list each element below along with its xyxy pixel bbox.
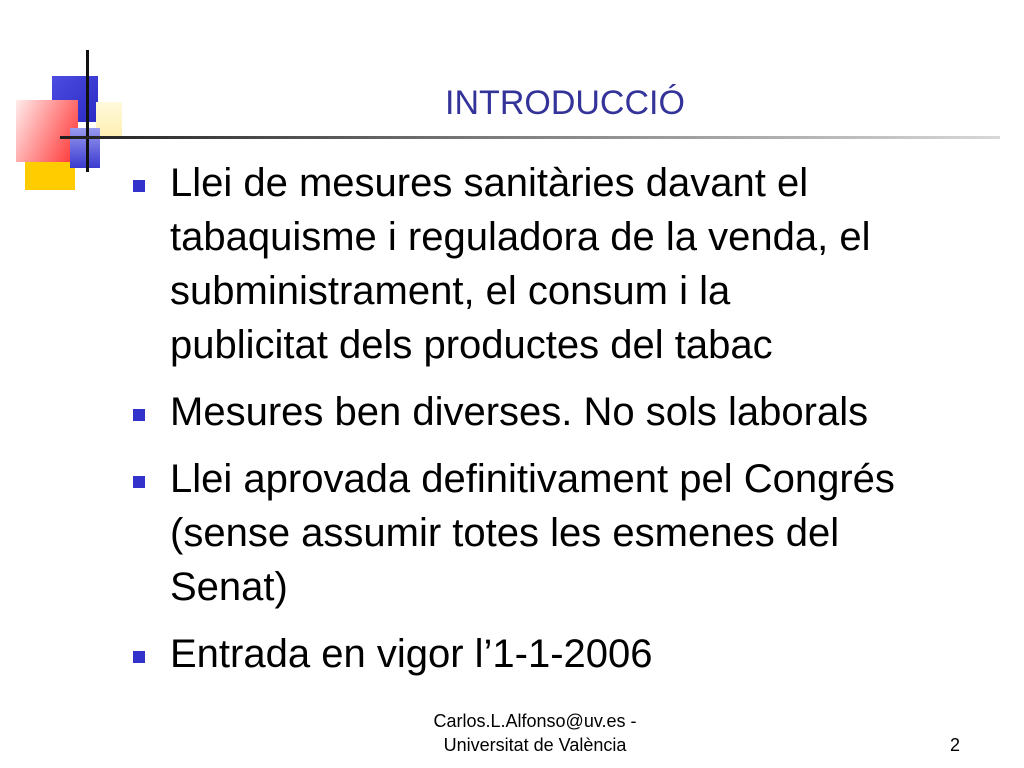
bullet-list — [170, 156, 895, 694]
page-number: 2 — [950, 735, 961, 755]
bullet-text-line: tabaquisme i reguladora de la venda, el — [170, 215, 871, 259]
bullet-text-line: Entrada en vigor l’1-1-2006 — [170, 632, 653, 676]
bullet-item — [170, 627, 895, 681]
bullet-square-icon — [133, 651, 145, 663]
slide-title: INTRODUCCIÓ — [445, 84, 685, 122]
bullet-square-icon — [133, 180, 145, 192]
bullet-text-line: Mesures ben diverses. No sols laborals — [170, 390, 869, 434]
bullet-text-line: subministrament, el consum i la — [170, 269, 731, 313]
bullet-square-icon — [133, 409, 145, 421]
bullet-item — [170, 156, 895, 372]
bullet-item — [170, 452, 895, 614]
slide-footer — [330, 709, 740, 757]
bullet-item — [170, 385, 895, 439]
footer-institution: Universitat de València — [443, 735, 627, 755]
bullet-text-line: Llei de mesures sanitàries davant el — [170, 161, 809, 205]
bullet-text-line: Llei aprovada definitivament pel Congrés — [170, 457, 895, 501]
footer-author: Carlos.L.Alfonso@uv.es - — [433, 711, 637, 731]
bullet-text-line: Senat) — [170, 565, 288, 609]
decor-red-square — [16, 100, 78, 162]
decor-small-blue-square — [70, 128, 100, 168]
decor-vertical-line — [86, 50, 89, 172]
bullet-text-line: publicitat dels productes del tabac — [170, 323, 773, 367]
bullet-text-line: (sense assumir totes les esmenes del — [170, 511, 840, 555]
title-underline — [60, 136, 1000, 139]
bullet-square-icon — [133, 476, 145, 488]
